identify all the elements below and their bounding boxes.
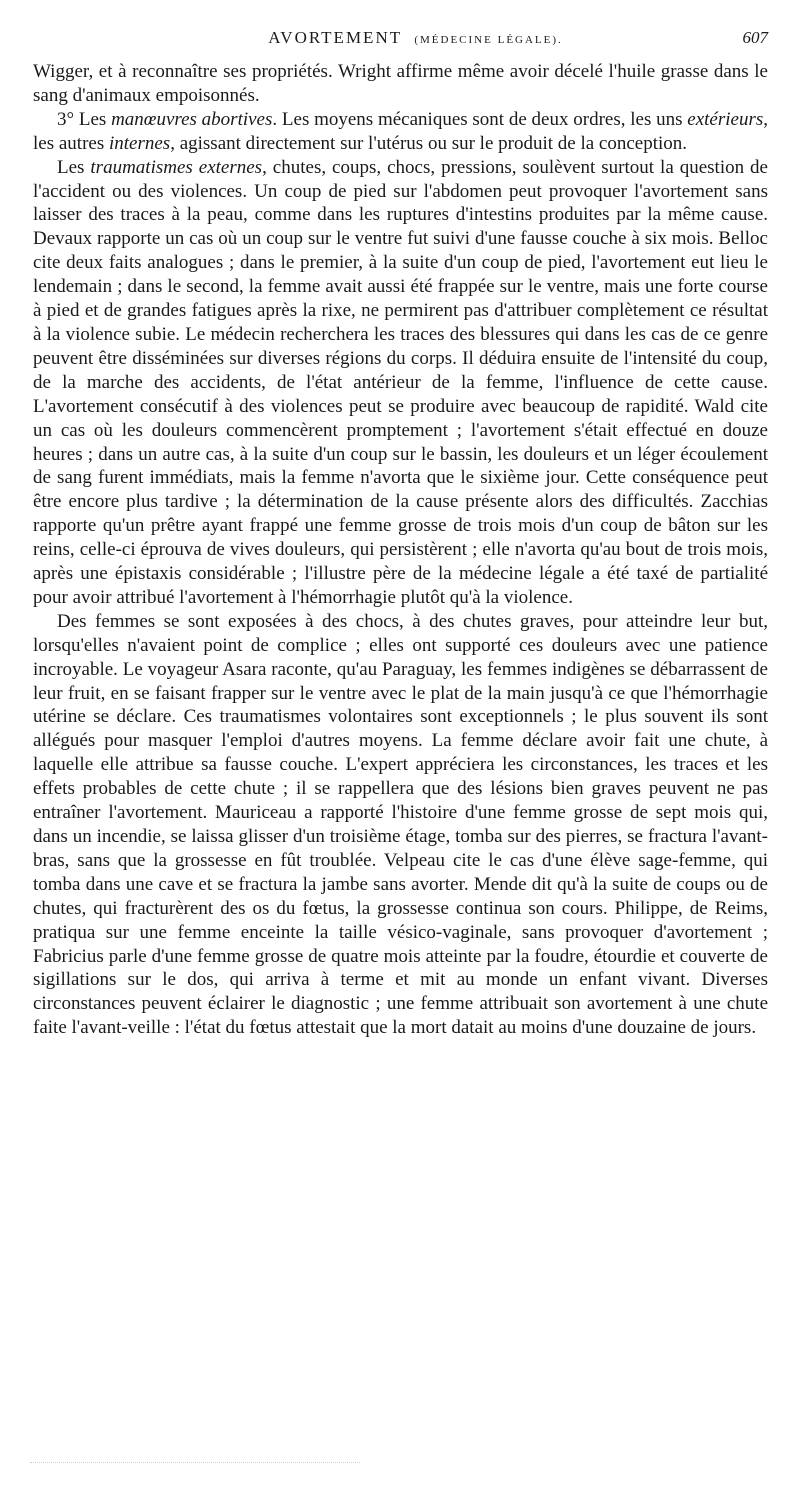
italic-term-internes: internes	[108, 132, 171, 154]
paragraph-text: . Les moyens mécaniques sont de deux ordres, les uns	[272, 108, 688, 130]
italic-term-traumatismes-externes: traumatismes externes	[90, 156, 263, 178]
running-title: AVORTEMENT	[268, 28, 403, 47]
paragraph-continuation	[33, 60, 768, 108]
paragraph-text: Wigger, et à reconnaître ses propriétés. Wright affirme même avoir décelé l'huile grasse dans le sang d'animaux empoisonnés.	[33, 61, 768, 106]
body-text	[33, 60, 768, 1040]
book-page	[33, 28, 768, 1040]
page-footer-specks	[30, 1462, 360, 1467]
paragraph-manoeuvres-abortives	[33, 108, 768, 156]
paragraph-text: Des femmes se sont exposées à des chocs, à des chutes graves, pour atteindre leur but, lorsqu'elles n'avaient point de complice ; elles ont supporté ces douleurs avec une patience incroyable. Le voyageur Asara raconte, qu'au Paraguay, les femmes indigènes se débarrassent de leur fruit, en se faisant frapper sur le ventre avec le plat de la main jusqu'à ce que l'hémorrhagie utérine se déclare. Ces traumatismes volontaires sont exceptionnels ; le plus souvent ils sont allégués pour masquer l'emploi d'autres moyens. La femme déclare avoir fait une chute, à laquelle elle attribue sa fausse couche. L'expert appréciera les circonstances, les traces et les effets probables de cette chute ; il se rappellera que des lésions bien graves peuvent ne pas entraîner l'avortement. Mauriceau a rapporté l'histoire d'une femme grosse de sept mois qui, dans un incendie, se laissa glisser d'un troisième étage, tomba sur des pierres, se fractura l'avant-bras, sans que la grossesse en fût troublée. Velpeau cite le cas d'une élève sage-femme, qui tomba dans une cave et se fractura la jambe sans avorter. Mende dit qu'à la suite de coups ou de chutes, qui fracturèrent des os du fœtus, la grossesse continua son cours. Philippe, de Reims, pratiqua sur une femme enceinte la taille vésico-vaginale, sans provoquer d'avortement ; Fabricius parle d'une femme grosse de quatre mois atteinte par la foudre, étourdie et couverte de sigillations sur le dos, qui arriva à terme et mit au monde un enfant vivant. Diverses circonstances peuvent éclairer le diagnostic ; une femme attribuait son avortement à une chute faite l'avant-veille : l'état du fœtus attestait que la mort datait au moins d'une douzaine de jours.	[33, 610, 768, 1039]
paragraph-text: , agissant directement sur l'utérus ou sur le produit de la conception.	[170, 132, 688, 154]
paragraph-text: 3° Les	[57, 108, 112, 130]
paragraph-chocs-et-chutes	[33, 610, 768, 1040]
running-header	[33, 28, 768, 54]
paragraph-text: Les	[57, 156, 91, 178]
paragraph-traumatismes-externes	[33, 156, 768, 610]
running-subtitle: (MÉDECINE LÉGALE).	[414, 34, 563, 46]
italic-term-exterieurs: extérieurs	[687, 108, 764, 130]
page-number: 607	[742, 28, 768, 47]
italic-term-manoeuvres-abortives: manœuvres abortives	[111, 108, 273, 130]
paragraph-text: , les autres	[33, 108, 769, 154]
paragraph-text: , chutes, coups, chocs, pressions, soulèvent surtout la question de l'accident ou des violences. Un coup de pied sur l'abdomen peut provoquer l'avortement sans laisser des traces à la peau, comme dans les ruptures d'intestins produites par la même cause. Devaux rapporte un cas où un coup sur le ventre fut suivi d'une fausse couche à six mois. Belloc cite deux faits analogues ; dans le premier, à la suite d'un coup de pied, l'avortement eut lieu le lendemain ; dans le second, la femme avait aussi été frappée sur le ventre, mais une forte course à pied et de grandes fatigues après la rixe, ne permirent pas d'attribuer complètement ce résultat à la violence subie. Le médecin recherchera les traces des blessures qui dans les cas de ce genre peuvent être disséminées sur diverses régions du corps. Il déduira ensuite de l'intensité du coup, de la marche des accidents, de l'état antérieur de la femme, l'influence de cette cause. L'avortement consécutif à des violences peut se produire avec beaucoup de rapidité. Wald cite un cas où les douleurs commencèrent promptement ; l'avortement s'était effectué en douze heures ; dans un autre cas, à la suite d'un coup sur le bassin, les douleurs et un léger écoulement de sang furent immédiats, mais la femme n'avorta que le sixième jour. Cette conséquence peut être encore plus tardive ; la détermination de la cause présente alors des difficultés. Zacchias rapporte qu'un prêtre ayant frappé une femme grosse de trois mois d'un coup de bâton sur les reins, celle-ci éprouva de vives douleurs, qui persistèrent ; elle n'avorta qu'au bout de trois mois, après une épistaxis considérable ; l'illustre père de la médecine légale a été taxé de partialité pour avoir attribué l'avortement à l'hémorrhagie plutôt qu'à la violence.	[33, 156, 768, 608]
